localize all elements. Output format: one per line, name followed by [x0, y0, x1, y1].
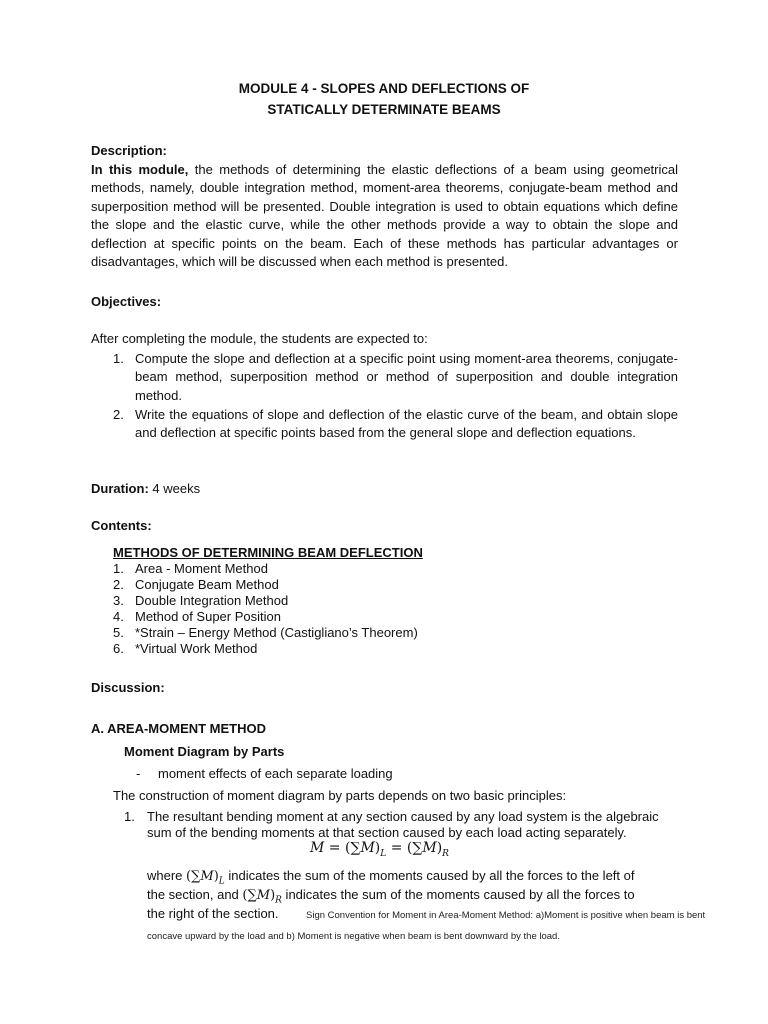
dash-bullet: -: [136, 766, 141, 781]
objective-item: Write the equations of slope and deflection of the elastic curve of the beam, and obtain slope and deflection at specific points based from the general slope and deflection equations.: [135, 407, 678, 441]
where-line-3: the right of the section.: [147, 906, 279, 921]
figure-caption-line-1: Sign Convention for Moment in Area-Moment Method: a)Moment is positive when beam is bent: [306, 910, 706, 921]
contents-heading: Contents:: [91, 518, 152, 533]
contents-number: 1.: [113, 561, 124, 576]
principle-line-2: sum of the bending moments at that section caused by each load acting separately.: [147, 825, 627, 840]
duration-label: Duration:: [91, 481, 149, 496]
moment-equation: $M = (\sum M)_L = (\sum M)_R$: [310, 840, 449, 859]
contents-number: 6.: [113, 641, 124, 656]
contents-subheading: METHODS OF DETERMINING BEAM DEFLECTION: [113, 545, 423, 560]
objective-number: 2.: [113, 407, 124, 422]
description-lead: In this module,: [91, 162, 189, 177]
duration-line: [91, 480, 200, 498]
principles-intro: The construction of moment diagram by parts depends on two basic principles:: [113, 788, 567, 803]
where-line-1: where $(\sum M)_L$ indicates the sum of the moments caused by all the forces to the left of: [147, 868, 635, 887]
discussion-heading: Discussion:: [91, 680, 165, 695]
where-line-2: the section, and $(\sum M)_R$ indicates the sum of the moments caused by all the forces to: [147, 887, 635, 906]
contents-item: *Virtual Work Method: [135, 641, 258, 656]
contents-item: Double Integration Method: [135, 593, 289, 608]
contents-number: 2.: [113, 577, 124, 592]
contents-item: Area - Moment Method: [135, 561, 268, 576]
subsection-heading: Moment Diagram by Parts: [124, 744, 285, 759]
objective-number: 1.: [113, 351, 124, 366]
description-paragraph: [91, 161, 678, 271]
description-body: the methods of determining the elastic deflections of a beam using geometrical methods, namely, double integration method, moment-area theorems, conjugate-beam method and superposition method will be presented. Double integration is used to obtain equations which define the slope and the elastic curve, while the other methods provide a way to obtain the slope and deflection at specific points on the beam. Each of these methods has particular advantages or disadvantages, which will be discussed when each method is presented.: [91, 162, 678, 270]
contents-number: 5.: [113, 625, 124, 640]
section-a-heading: A. AREA-MOMENT METHOD: [91, 721, 267, 736]
contents-item: *Strain – Energy Method (Castigliano’s Theorem): [135, 625, 418, 640]
figure-caption-line-2: concave upward by the load and b) Moment is negative when beam is bent downward by the load.: [147, 931, 560, 942]
contents-number: 3.: [113, 593, 124, 608]
principle-line-1: The resultant bending moment at any section caused by any load system is the algebraic: [147, 809, 659, 824]
module-title-line-2: STATICALLY DETERMINATE BEAMS: [267, 102, 501, 117]
description-heading: Description:: [91, 143, 167, 158]
objectives-heading: Objectives:: [91, 294, 162, 309]
contents-number: 4.: [113, 609, 124, 624]
duration-value: 4 weeks: [148, 481, 201, 496]
dash-item: moment effects of each separate loading: [158, 766, 393, 781]
objective-item: Compute the slope and deflection at a specific point using moment-area theorems, conjugate-beam method, superposition method or method of superposition and double integration method.: [135, 351, 678, 403]
contents-item: Conjugate Beam Method: [135, 577, 279, 592]
contents-item: Method of Super Position: [135, 609, 281, 624]
module-title-line-1: MODULE 4 - SLOPES AND DEFLECTIONS OF: [238, 81, 530, 96]
principle-number: 1.: [124, 809, 135, 824]
objectives-intro: After completing the module, the students are expected to:: [91, 331, 428, 346]
